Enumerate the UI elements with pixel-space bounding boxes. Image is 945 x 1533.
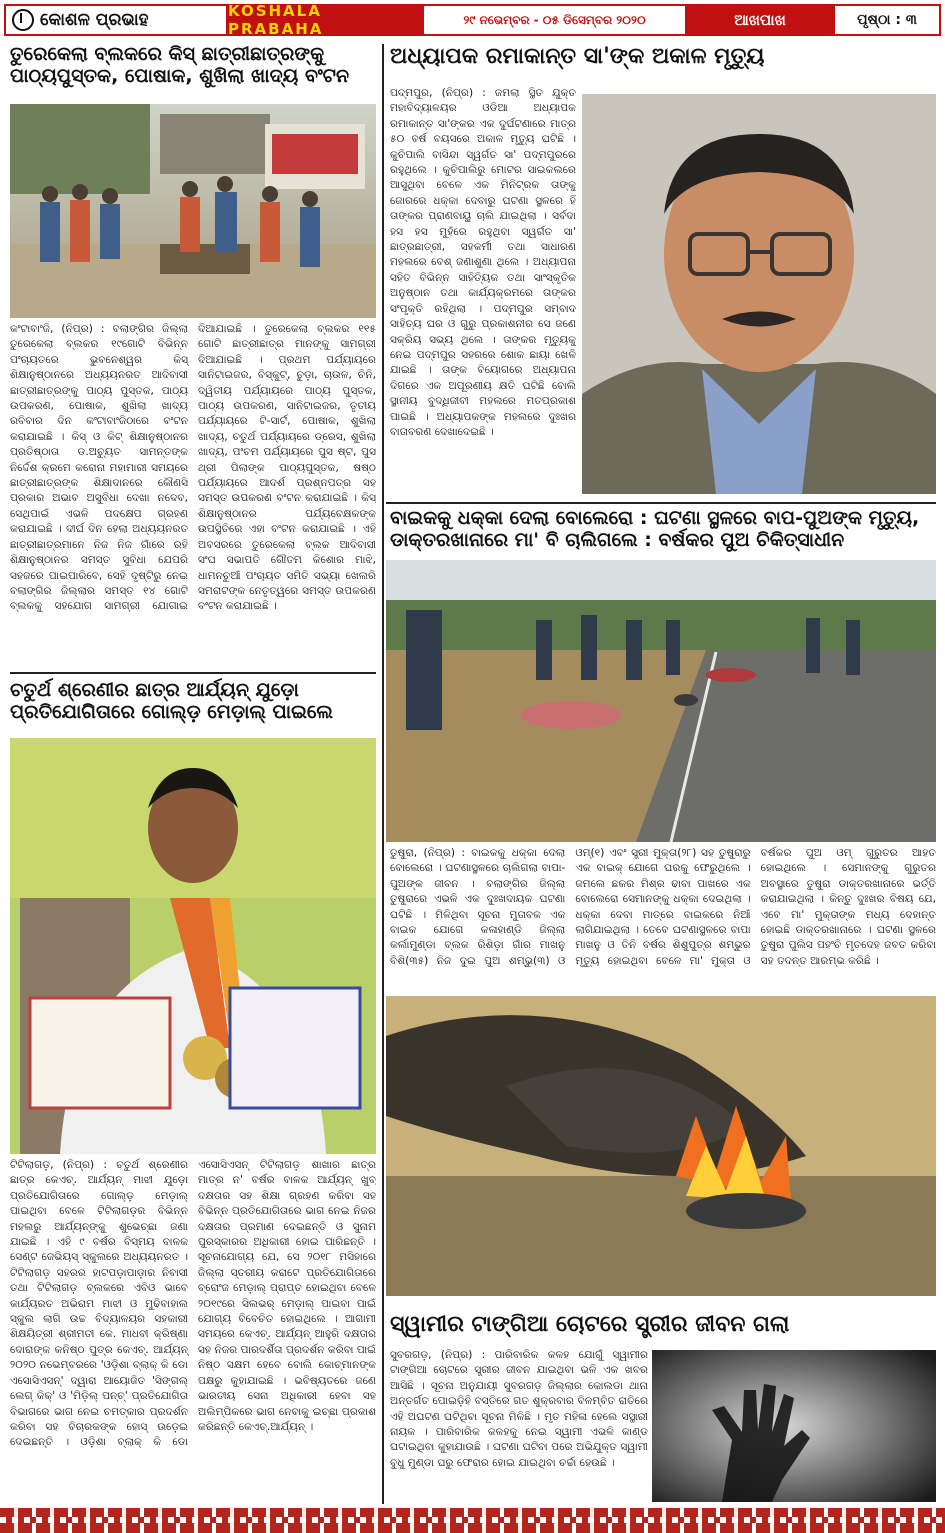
section-divider-left (10, 672, 376, 674)
story1-photo (10, 104, 376, 318)
emblem-icon (12, 9, 34, 31)
story4-student-photo (10, 738, 376, 1154)
story4-headline: ଚତୁର୍ଥ ଶ୍ରେଣୀର ଛାତ୍ର ଆର୍ଯ୍ୟନ୍ ଯୁଡ଼ୋ ପ୍ରତିଯୋଗିତାରେ ଗୋଲ୍ଡ଼ ମେଡ଼ାଲ୍ ପାଇଲେ (10, 679, 333, 723)
story3-body: ତୁଷୁରା, (ନିପ୍ର) : ବାଇକକୁ ଧକ୍କା ଦେଲା ବୋଲେରୋ । ଘଟଣାସ୍ଥଳରେ ଚାଲିଗଲା ବାପା-ପୁଅଙ୍କ ଜୀବନ । ବଲାଙ୍ଗିର ଜିଲ୍ଲା ତୁଷୁରାରେ ଏଭଳି ଏକ ଦୁଃଖଦାୟକ ଘଟଣା ଘଟିଛି । ମିଳିଥିବା ସୂଚନା ମୁତାବକ ଏକ ବାଇକ ଯୋଗେ କଳାହାଣ୍ଡି ଜିଲ୍ଲା କର୍ଲାମୁଣ୍ଡା ବ୍ଲକ ରିଶିଡ଼ା ଗାଁର ମାଖନୁ ବିଶି(୩୫) ନିଜ ଦୁଇ ପୁଅ ଶମ୍ଭୁ(୩) ଓ ଓମ୍(୧) ଏବଂ ସ୍ତ୍ରୀ ମୁକ୍ତା(୨୮) ସହ ତୁଷୁରାରୁ ଏକ ବାଇକ୍ ଯୋଗେ ଘରକୁ ଫେରୁଥିଲେ । ଜମଲେ ଛକର ମିଶ୍ର ଢାବା ପାଖରେ ଏକ ବୋଲେରୋ ସେମାନଙ୍କୁ ଧକ୍କା ଦେଇଥିଲା । ଧକ୍କା ଦେବା ମାତ୍ରେ ବାଇକରେ ନିଆଁ ଲାଗିଯାଇଥିଲା । ତେବେ ଘଟଣାସ୍ଥଳରେ ବାପା ମାଖନୁ ଓ ତିନି ବର୍ଷର ଶିଶୁପୁତ୍ର ଶମ୍ଭୁର ମୃତ୍ୟୁ ହୋଇଥିବା ବେଳେ ମା' ମୁକ୍ତା ଓ ବର୍ଷକର ପୁଅ ଓମ୍ ଗୁରୁତର ଆହତ ହୋଇଥିଲେ । ସେମାନଙ୍କୁ ଗୁରୁତର ଅବସ୍ଥାରେ ତୁଷୁରା ଡାକ୍ତରଖାନାରେ ଭର୍ତ୍ତି କରାଯାଇଥିଲା । କିନ୍ତୁ ଦୁଃଖର ବିଷୟ ଯେ, ଏବେ ମା' ମୁକ୍ତାଙ୍କ ମଧ୍ୟ ଦେହାନ୍ତ ହୋଇଛି ଡାକ୍ତରଖାନାରେ । ଘଟଣା ସ୍ଥଳରେ ତୁଷୁରା ପୁଲିସ ପହଂଚି ମୃତଦେହ ଜବତ କରିବା ସହ ତଦନ୍ତ ଆରମ୍ଭ କରିଛି । (390, 847, 936, 967)
story3-accident-photo (386, 560, 936, 842)
story4-body: ଟିଟିଲାଗଡ଼, (ନିପ୍ର) : ଚତୁର୍ଥ ଶ୍ରେଣୀର ଛାତ୍ର କେଏଚ୍. ଆର୍ଯ୍ୟନ୍ ମାଝୀ ଯୁଡ଼ୋ ପ୍ରତିଯୋଗିତାରେ ଗୋଲ୍ଡ଼ ମେଡ଼ାଲ୍ ପାଇଥିବା ବେଳେ ଟିଟିଲାଗଡ଼ର ବିଭିନ୍ନ ମହଲରୁ ଆର୍ଯ୍ୟନ୍‌ଙ୍କୁ ଶୁଭେଚ୍ଛା ଜଣା ଯାଇଛି । ଏହି ୯ ବର୍ଷର ବିସ୍ମୟ ବାଳକ ସେଣ୍ଟ ଜେଭିୟସ୍ ସ୍କୁଲରେ ଅଧ୍ୟୟନରତ । ଟିଟିଲାଗଡ଼ ସହରର ହାଟପଡ଼ାପାଡ଼ାର ନିବାସୀ ତଥା ଟିଟିଲାଗଡ଼ ବ୍ଲକରେ ଏବିଓ ଭାବେ କାର୍ଯ୍ୟରତ ଅଭିରାମ ମାଝୀ ଓ ମୁଢିବାହାଲ ସ୍କୁଲ ଲାଗି ଉଚ୍ଚ ବିଦ୍ୟାଳୟର ସହକାରୀ ଶିକ୍ଷୟିତ୍ରୀ ଶ୍ରୀମତୀ କେ. ମାଧବୀ କ୍ରିଷ୍ଣା ଦୋରାଙ୍କ କନିଷ୍ଠ ପୁତ୍ର କେଏଚ୍. ଆର୍ଯ୍ୟନ୍ ୨୦୨୦ ନଭେମ୍ବରରେ 'ଓଡ଼ିଶା ବ୍ଲାକ୍ କି ଡୋ ଏସୋସିଏସନ୍' ଦ୍ୱାରା ଆୟୋଜିତ 'ସିଙ୍ଗଲ୍ ଲେଗ୍ କିକ୍' ଓ 'ମିଡ଼ିଲ୍ ପନ୍ଚ୍' ପ୍ରତିଯୋଗିତା ବିଭାଗରେ ଭାଗ ନେଇ ଚମତ୍କାର ପ୍ରଦର୍ଶନ କରିବା ସହ ବିଚାରକଙ୍କ ହୋସ୍ ଉଡ଼େଇ ଦେଇଛନ୍ତି । ଓଡ଼ିଶା ବ୍ଲାକ୍ କି ଡୋ ଏସୋସିଏସନ୍ ଟିଟିଲାଗଡ଼ ଶାଖାର ଛାତ୍ର ମାତ୍ର ନ' ବର୍ଷର ବାଳକ ଆର୍ଯ୍ୟନ୍ ଖୁବ୍ ଦକ୍ଷତାର ସହ ଶିକ୍ଷା ଗ୍ରହଣ କରିବା ସହ ବିଭିନ୍ନ ପ୍ରତିଯୋଗିତାରେ ଭାଗ ନେଇ ନିଜର ଦକ୍ଷତାର ପ୍ରମାଣ ଦେଇଛନ୍ତି ଓ ସୁନାମ ପୁରସ୍କାରର ଅଧିକାରୀ ହୋଇ ପାରିଛନ୍ତି । ସୂଚନାଯୋଗ୍ୟ ଯେ, ସେ ୨୦୧୮ ମସିହାରେ ଜିଲ୍ଲା ସ୍ତରୀୟ କରାଟେ ପ୍ରତିଯୋଗିତାରେ ବ୍ରୋଂଜ ମେଡ଼ାଲ୍ ପ୍ରାପ୍ତ ହୋଇଥିବା ବେଳେ ୨୦୧୯ରେ ସିଲଭର୍ ମେଡ଼ାଲ୍ ପାଇବା ପାଇଁ ଯୋଗ୍ୟ ବିବେଚିତ ହୋଇଥିଲେ । ଆଗାମୀ ସମୟରେ କେଏଚ୍. ଆର୍ଯ୍ୟନ୍ ଆହୁରି ଦକ୍ଷତାର ସହ ନିଜର ପାରଦର୍ଶିତା ପ୍ରଦର୍ଶନ କରିବା ପାଇଁ ନିଷ୍ଠ ସକ୍ଷମ ହେବେ ବୋଲି କୋଚ୍‌ମାନଙ୍କ ପକ୍ଷରୁ କୁହାଯାଇଛି । ଭବିଷ୍ୟତରେ ଜଣେ ଭାରତୀୟ ସେନା ଅଧିକାରୀ ହେବା ସହ ଅଲିମ୍ପିକରେ ଭାଗ ନେବାକୁ ଇଚ୍ଛା ପ୍ରକାଶ କରିଛନ୍ତି କେଏଚ୍.ଆର୍ଯ୍ୟନ୍ । (10, 1159, 376, 1449)
masthead-logo (6, 6, 228, 34)
story2-headline: ଅଧ୍ୟାପକ ରମାକାନ୍ତ ସା'ଙ୍କ ଅକାଳ ମୃତ୍ୟୁ (390, 44, 765, 69)
story3-headline: ବାଇକକୁ ଧକ୍କା ଦେଲା ବୋଲେରୋ : ଘଟଣା ସ୍ଥଳରେ ବାପ-ପୁଅଙ୍କ ମୃତ୍ୟୁ, ଡାକ୍ତରଖାନାରେ ମା' ବି ଚାଲିଗଲେ : ବର୍ଷକର ପୁଅ ଚିକିତ୍ସାଧୀନ (390, 507, 920, 551)
masthead-logo-text: କୋଶଳ ପ୍ରଭାହ (40, 10, 149, 30)
masthead-date: ୨୯ ନଭେମ୍ବର - ୦୫ ଡିସେମ୍ବର ୨୦୨୦ (463, 12, 646, 27)
story1-body: କଂଟାବାଂଜି, (ନିପ୍ର) : ବଲାଙ୍ଗିର ଜିଲ୍ଲା ତୁରେକେଲା ବ୍ଲକର ୧୯ଗୋଟି ବିଭିନ୍ନ ପଂଚାୟତରେ ଭୁବନେଶ୍ୱର କିସ୍ ଶିକ୍ଷାନୁଷ୍ଠାନରେ ଅଧ୍ୟୟନରତ ଆଦିବାସୀ ଛାତ୍ରୀଛାତ୍ରଙ୍କୁ ପାଠ୍ୟ ପୁସ୍ତକ, ପାଠ୍ୟ ଉପକରଣ, ପୋଷାକ, ଶୁଖିଲା ଖାଦ୍ୟ ରବିବାର ଦିନ କଂଟାବାଂଜିଠାରେ ବଂଟନ କରାଯାଇଛି । କିସ୍ ଓ କିଟ୍ ଶିକ୍ଷାନୁଷ୍ଠାନର ପ୍ରତିଷ୍ଠାତା ଡ.ଅଚ୍ୟୁତ ସାମନ୍ତଙ୍କ ନିର୍ଦ୍ଦେଶ କ୍ରମେ କରୋନା ମହାମାରୀ ସମୟରେ ଛାତ୍ରୀଛାତ୍ରଙ୍କ ଶିକ୍ଷାଦାନରେ କୌଣସି ପ୍ରକାର ଅଭାବ ଅସୁବିଧା ଦେଖା ନଦେବ, ସେଥିପାଇଁ ଏଭଳି ପଦକ୍ଷେପ ଗ୍ରହଣ କରାଯାଇଛି । ଦୀର୍ଘ ଦିନ ହେଲା ଅଧ୍ୟୟନରତ ଛାତ୍ରୀଛାତ୍ରମାନେ ନିଜ ନିଜ ଗାଁରେ ରହି ଶିକ୍ଷାନୁଷ୍ଠାନର ସମସ୍ତ ସୁବିଧା ଯେପରି ସହଜରେ ପାଇପାରିବେ, ସେହି ଦୃଷ୍ଟିରୁ ନେଇ ବଲାଙ୍ଗିର ଜିଲ୍ଲାର ସମସ୍ତ ୧୪ ଗୋଟି ବ୍ଲକକୁ ସହଯୋଗ ସାମଗ୍ରୀ ଯୋଗାଇ ଦିଆଯାଇଛି । ତୁରେକେଲା ବ୍ଲକର ୧୧୫ ଗୋଟି ଛାତ୍ରୀଛାତ୍ର ମାନଙ୍କୁ ସାମଗ୍ରୀ ଦିଆଯାଇଛି । ପ୍ରଥମ ପର୍ଯ୍ୟାୟରେ ସାନିଟାଇଜର, ବିସ୍କୁଟ୍, ଚୁଡ଼ା, ଚାଉଳ, ଚିନି, ଦ୍ୱିତୀୟ ପର୍ଯ୍ୟାୟରେ ପାଠ୍ୟ ପୁସ୍ତକ, ପାଠ୍ୟ ଉପକରଣ, ସାନିଟାଇଜର, ତୃତୀୟ ପର୍ଯ୍ୟାୟରେ ଟି-ସାର୍ଟ, ପୋଷାକ, ଶୁଖିଲା ଖାଦ୍ୟ, ଚତୁର୍ଥ ପର୍ଯ୍ୟାୟରେ ଡ୍ରେସ, ଶୁଖିଲା ଖାଦ୍ୟ, ପଂଚମ ପର୍ଯ୍ୟାୟରେ ପୁସ ଷ୍ଟ, ପୁସ ଥ୍ରୀ ପିଲାଙ୍କ ପାଠ୍ୟପୁସ୍ତକ, ଷଷ୍ଠ ପର୍ଯ୍ୟାୟରେ ଆଦର୍ଶ ପ୍ରଶ୍ନପତ୍ର ସହ ସମସ୍ତ ଉପକରଣ ବଂଟନ କରାଯାଇଛି । କିସ୍ ଶିକ୍ଷାନୁଷ୍ଠାନର ପର୍ଯ୍ୟବେକ୍ଷକଙ୍କ ଉପସ୍ଥିତିରେ ଏହା ବଂଟନ କରାଯାଇଛି । ଏହି ଅବସରରେ ତୁରେକେଲା ବ୍ଲକ ଆଦିବାସୀ ସଂଘ ସଭାପତି ଗୌତମ କିଶୋର ମାଝି, ଧାମନଚୁଆଁ ପଂଚାୟତ ସମିତି ସଭ୍ୟା ଖେଲରି ସମରାଟଙ୍କ ନେତୃତ୍ୱରେ ସମସ୍ତ ଉପକରଣ ବଂଟନ କରାଯାଇଛି । (10, 323, 376, 613)
masthead-page-number: ପୃଷ୍ଠା : ୩ (857, 12, 917, 28)
story5-body: ସୁବରଗଡ଼, (ନିପ୍ର) : ପାରିବାରିକ କଳହ ଯୋଗୁଁ ସ୍ୱାମୀର ଟାଙ୍ଗିଆ ଚୋଟରେ ସ୍ତ୍ରୀର ଜୀବନ ଯାଇଥିବା ଭଳି ଏକ ଖବର ଆସିଛି । ସୂଚନା ଅନୁଯାୟୀ ସୁବରଗଡ଼ ଜିଲ୍ଲାର କୋଲଡା ଥାନା ଅନ୍ତର୍ଗତ ପୋଇଡ଼ିହି ବସ୍ତିରେ ଗତ ଶୁକ୍ରବାର ବିଳମ୍ବିତ ରାତିରେ ଏହି ଅଘଟଣ ଘଟିଥିବା ସୂଚନା ମିଳିଛି । ମୃତ ମହିଳା ହେଲେ ସସ୍ଥାରୀ ନାୟକ । ପାରିବାରିକ କଳହକୁ ନେଇ ସ୍ୱାମୀ ଏଭଳି କାଣ୍ଡ ଘଟାଇଥିବା କୁହାଯାଉଛି । ଘଟଣା ଘଟିବା ପରେ ଅଭିଯୁକ୍ତ ସ୍ୱାମୀ ବୁଧୁ ମୁଣ୍ଡା ଘରୁ ଫେରାର ହୋଇ ଯାଇଥିବା ଚର୍ଚ୍ଚା ହେଉଛି । (390, 1349, 648, 1469)
footer-decorative-band (0, 1508, 945, 1533)
story3-fire-photo (386, 996, 936, 1296)
story2-portrait-photo (582, 94, 936, 494)
masthead (4, 4, 941, 36)
section-divider (386, 502, 936, 504)
masthead-section: ଆଖପାଖ (685, 6, 835, 34)
column-divider (382, 44, 384, 1504)
masthead-name: KOSHALA PRABAHA (228, 6, 424, 34)
story2-body: ପଦ୍ମପୁର, (ନିପ୍ର) : ଜମଲା ସ୍ଥିତ ଯୁକ୍ତ ମହାବିଦ୍ୟାଳୟର ଓଡିଆ ଅଧ୍ୟାପକ ରମାକାନ୍ତ ସା'ଙ୍କର ଏକ ଦୁର୍ଘଟଣାରେ ମାତ୍ର ୫୦ ବର୍ଷ ବୟସରେ ଅକାଳ ମୃତ୍ୟୁ ଘଟିଛି । କୁଚିପାଲି ବାସିନ୍ଦା ସ୍ୱର୍ଗତ ସା' ପଦ୍ମପୁରରେ ରହୁଥିଲେ । କୁଚିପାଲିରୁ ମୋଟର ସାଇକଲରେ ଆସୁଥିବା ବେଳେ ଏକ ମିନିଟ୍ରକ ତାଙ୍କୁ ଜୋରରେ ଧକ୍କା ଦେବାରୁ ଘଟଣା ସ୍ଥଳରେ ହିଁ ତାଙ୍କର ପ୍ରାଣବାୟୁ ଚାଲି ଯାଇଥିଲା । ସର୍ବଦା ହସ ହସ ମୁହଁରେ ରହୁଥିବା ସ୍ୱର୍ଗତ ସା' ଛାତ୍ରଛାତ୍ରୀ, ସହକର୍ମୀ ତଥା ସାଧାରଣ ମହଲରେ ବେଶ୍ ଜଣାଶୁଣା ଥିଲେ । ଅଧ୍ୟାପନା ସହିତ ବିଭିନ୍ନ ସାହିତ୍ୟିକ ତଥା ସାଂସ୍କୃତିକ ଅନୁଷ୍ଠାନ ତଥା କାର୍ଯ୍ୟକ୍ରମରେ ତାଙ୍କର ସଂପୃକ୍ତି ରହିଥିଲା । ପଦ୍ମପୁର ସମ୍ବାଦ ସାହିତ୍ୟ ଘର ଓ ଗୁରୁ ପ୍ରକାଶନୀର ସେ ଜଣେ ସକ୍ରିୟ ସଭ୍ୟ ଥିଲେ । ତାଙ୍କର ମୃତ୍ୟୁକୁ ନେଇ ପଦ୍ମପୁର ସହରରେ ଶୋକ ଛାୟା ଖେଳି ଯାଇଛି । ତାଙ୍କ ବିୟୋଗରେ ଅଧ୍ୟାପନା ଦିଗରେ ଏକ ଅପୂରଣୀୟ କ୍ଷତି ଘଟିଛି ବୋଲି ସ୍ଥାନୀୟ ବୁଦ୍ଧିଜୀବୀ ମହଲରେ ମତପ୍ରକାଶ ପାଇଛି । ଅଧ୍ୟାପକଙ୍କ ମହଲରେ ଦୁଃଖର ବାତାବରଣ ଦେଖାଦେଇଛି । (390, 87, 576, 438)
story5-headline: ସ୍ୱାମୀର ଟାଙ୍ଗିଆ ଚୋଟରେ ସ୍ତ୍ରୀର ଜୀବନ ଗଲା (390, 1312, 790, 1337)
story1-headline: ତୁରେକେଲା ବ୍ଲକରେ କିସ୍ ଛାତ୍ରୀଛାତ୍ରଙ୍କୁ ପାଠ୍ୟପୁସ୍ତକ, ପୋଷାକ, ଶୁଖିଲା ଖାଦ୍ୟ ବଂଟନ (10, 43, 350, 87)
story5-photo (652, 1350, 936, 1502)
